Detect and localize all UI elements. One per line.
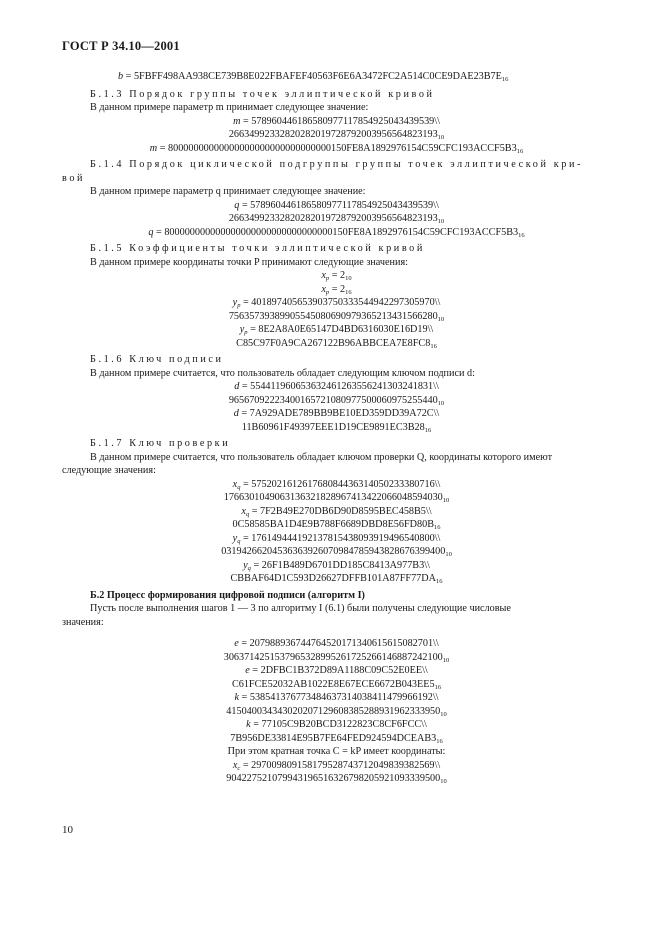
yp-line-1: $y_p$ = 401897405653903750333544942297305970\\: [232, 297, 441, 309]
yq-line-4: $CBBAF64D1C593D26627DFFB101A87FF77DA_{16}$: [230, 573, 443, 585]
xq-line-2: $1766301049063136321828967413422066048594030_{10}$: [223, 492, 450, 504]
section-b14-title: Б.1.4 Порядок циклической подгруппы группы точек эллиптической кри-: [90, 159, 583, 170]
yq-line-1: $y_q$ = 176149444192137815438093919496540800\\: [232, 532, 441, 545]
k-line-2: $415040034343020207129608385288931962333950_{10}$: [226, 705, 447, 718]
section-b15-text: В данном примере координаты точки P принимают следующие значения:: [90, 256, 408, 268]
yp-line-2: $75635739389905545080690979365213431566280_{10}$: [228, 310, 445, 323]
section-b13-title: Б.1.3 Порядок группы точек эллиптической кривой: [90, 88, 435, 100]
d-line-1: d = 554411960653632461263556241303241831\\: [234, 381, 439, 392]
section-b14-title-cont: вой: [62, 172, 86, 184]
parameter-b: $b = 5FBFF498AA938CE739B8E022FBAFEF40563F6E6A3472FC2A514C0CE9DAE23B7E_{16}$: [118, 71, 509, 83]
m-line-2: $26634992332820282019728792003956564823193_{10}$: [228, 129, 445, 141]
q-line-2: $26634992332820282019728792003956564823193_{10}$: [228, 213, 445, 225]
q-line-1: q = 578960446186580977117854925043439539\\: [234, 199, 439, 211]
k-line-3: k = 77105C9B20BCD3122823C8CF6FCC\\: [246, 719, 427, 730]
section-b14-text: В данном примере параметр q принимает следующее значение:: [90, 186, 366, 197]
yp-line-4: $C85C97F0A9CA267122B96ABBCEA7E8FC8_{16}$: [236, 337, 437, 350]
xq-line-1: $x_q$ = 575202161261768084436314050233380716\\: [232, 478, 441, 491]
xc-line-2: $904227521079943196516326798205921093339500_{10}$: [226, 773, 447, 785]
section-b2-title: Б.2 Процесс формирования цифровой подписи (алгоритм I): [90, 589, 365, 601]
section-b16-text: В данном примере считается, что пользователь обладает следующим ключом подписи d:: [90, 367, 475, 379]
e-line-1: e = 207988936744764520171340615615082701\\: [234, 638, 439, 649]
yq-line-3: $y_q$ = 26F1B489D6701DD185C8413A977B3\\: [243, 559, 430, 572]
section-b13-text: В данном примере параметр m принимает следующее значение:: [90, 102, 369, 113]
d-line-3: d = 7A929ADE789BB9BE10ED359DD39A72C\\: [233, 408, 440, 419]
k-line-1: k = 538541376773484637314038411479966192\\: [234, 692, 439, 703]
m-line-1: m = 578960446186580977117854925043439539\\: [233, 115, 440, 127]
section-b17-text: В данном примере считается, что пользователь обладает ключом проверки Q, координаты которого имеют: [90, 451, 553, 463]
yp-line-3: $y_p$ = 8E2A8A0E65147D4BD6316030E16D19\\: [239, 324, 434, 336]
d-line-2: $96567092223400165721080977500060975255440_{10}$: [228, 394, 445, 407]
document-body: [62, 70, 611, 786]
section-b15-title: Б.1.5 Коэффициенты точки эллиптической кривой: [90, 243, 425, 254]
section-b17-title: Б.1.7 Ключ проверки: [90, 438, 231, 449]
e-line-4: $C61FCE52032AB1022E8E67ECE6672B043EE5_{16}$: [231, 678, 442, 691]
section-b16-title: Б.1.6 Ключ подписи: [90, 354, 224, 365]
xp-line-2: $x_p = 2_{16}$: [321, 283, 352, 296]
multiple-point-text: При этом кратная точка C = kP имеет координаты:: [227, 746, 446, 757]
e-line-2: $3063714251537965328995261725266146887242100_{10}$: [223, 651, 450, 664]
d-line-4: $11B60961F49397EEE1D19CE9891EC3B28_{16}$: [241, 421, 432, 434]
xp-line-1: $x_p = 2_{10}$: [321, 270, 352, 282]
m-line-3: $m = 80000000000000000000000000000000150FE8A1892976154C59CFC193ACCF5B3_{16}$: [149, 142, 524, 155]
document-header: ГОСТ Р 34.10—2001: [62, 39, 180, 53]
section-b17-text-cont: следующие значения:: [62, 465, 156, 476]
section-b2-text-cont: значения:: [62, 616, 104, 628]
xq-line-3: $x_q$ = 7F2B49E270DB6D90D8595BEC458B5\\: [241, 505, 432, 518]
k-line-4: $7B956DE33814E95B7FE64FED924594DCEAB3_{16}$: [230, 732, 443, 745]
xc-line-1: $x_c$ = 297009809158179528743712049839382569\\: [232, 759, 441, 772]
e-line-3: e = 2DFBC1B372D89A1188C09C52E0EE\\: [245, 665, 428, 676]
yq-line-2: $03194266204536363926070984785943828676399400_{10}$: [221, 546, 452, 558]
q-line-3: $q = 800000000000000000000000000000000150FE8A1892976154C59CFC193ACCF5B3_{16}$: [148, 226, 525, 239]
page-number: 10: [62, 824, 73, 836]
section-b2-text: Пусть после выполнения шагов 1 — 3 по алгоритму I (6.1) были получены следующие числовые: [90, 603, 511, 614]
b-value: 5FBFF498AA938CE739B8E022FBAFEF40563F6E6A3472FC2A514C0CE9DAE23B7E: [133, 71, 502, 82]
xq-line-4: $0C58585BA1D4E9B788F6689DBD8E56FD80B_{16}$: [232, 519, 441, 531]
